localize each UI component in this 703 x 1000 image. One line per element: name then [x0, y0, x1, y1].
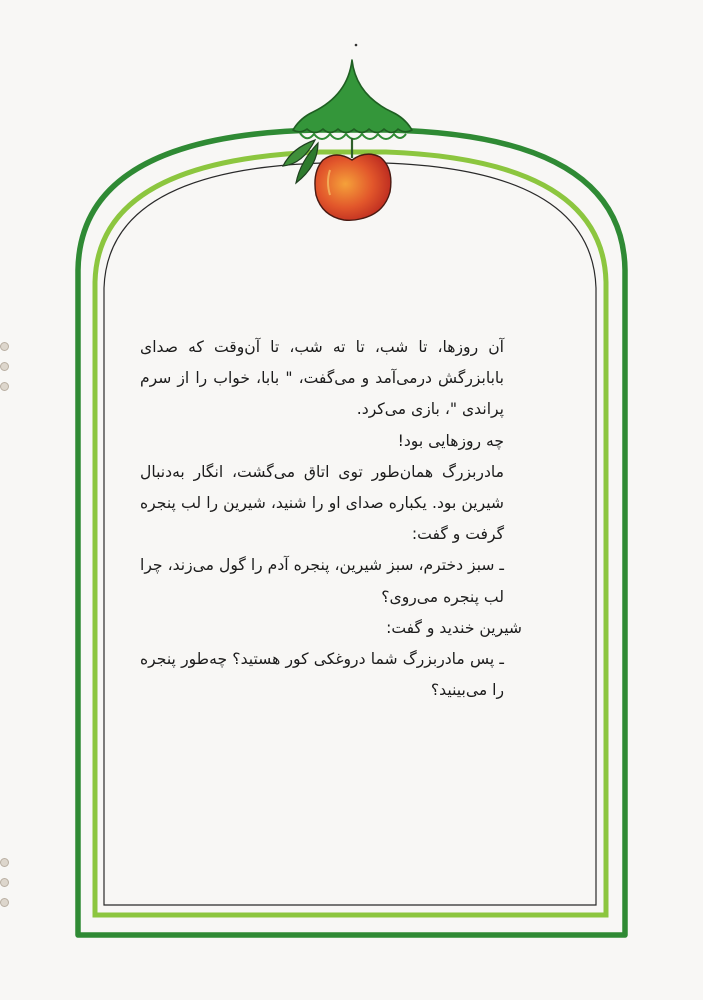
story-paragraph: شیرین خندید و گفت:: [386, 618, 522, 637]
story-paragraph: مادربزرگ همان‌طور توی اتاق می‌گشت، انگار به‌دنبال شیرین بود. یکباره صدای او را شنید، شیرین را لب پنجره گرفت و گفت:: [140, 462, 504, 544]
binding-mark: [0, 898, 9, 907]
dome-top: [293, 60, 412, 133]
binding-mark: [0, 858, 9, 867]
story-paragraph: آن روزها، تا شب، تا ته شب، تا آن‌وقت که صدای بابابزرگش درمی‌آمد و می‌گفت، " بابا، خواب را از سرم پراندی "، بازی می‌کرد.: [140, 338, 504, 419]
apple-icon: [315, 154, 391, 220]
binding-mark: [0, 878, 9, 887]
binding-mark: [0, 342, 9, 351]
binding-mark: [0, 362, 9, 371]
story-text: [140, 332, 522, 706]
story-paragraph: ـ پس مادربزرگ شما دروغکی کور هستید؟ چه‌طور پنجره را می‌بینید؟: [140, 650, 504, 700]
binding-mark: [0, 382, 9, 391]
story-paragraph: ـ سبز دخترم، سبز شیرین، پنجره آدم را گول می‌زند، چرا لب پنجره می‌روی؟: [140, 556, 504, 606]
story-paragraph: چه روزهایی بود!: [397, 431, 504, 450]
